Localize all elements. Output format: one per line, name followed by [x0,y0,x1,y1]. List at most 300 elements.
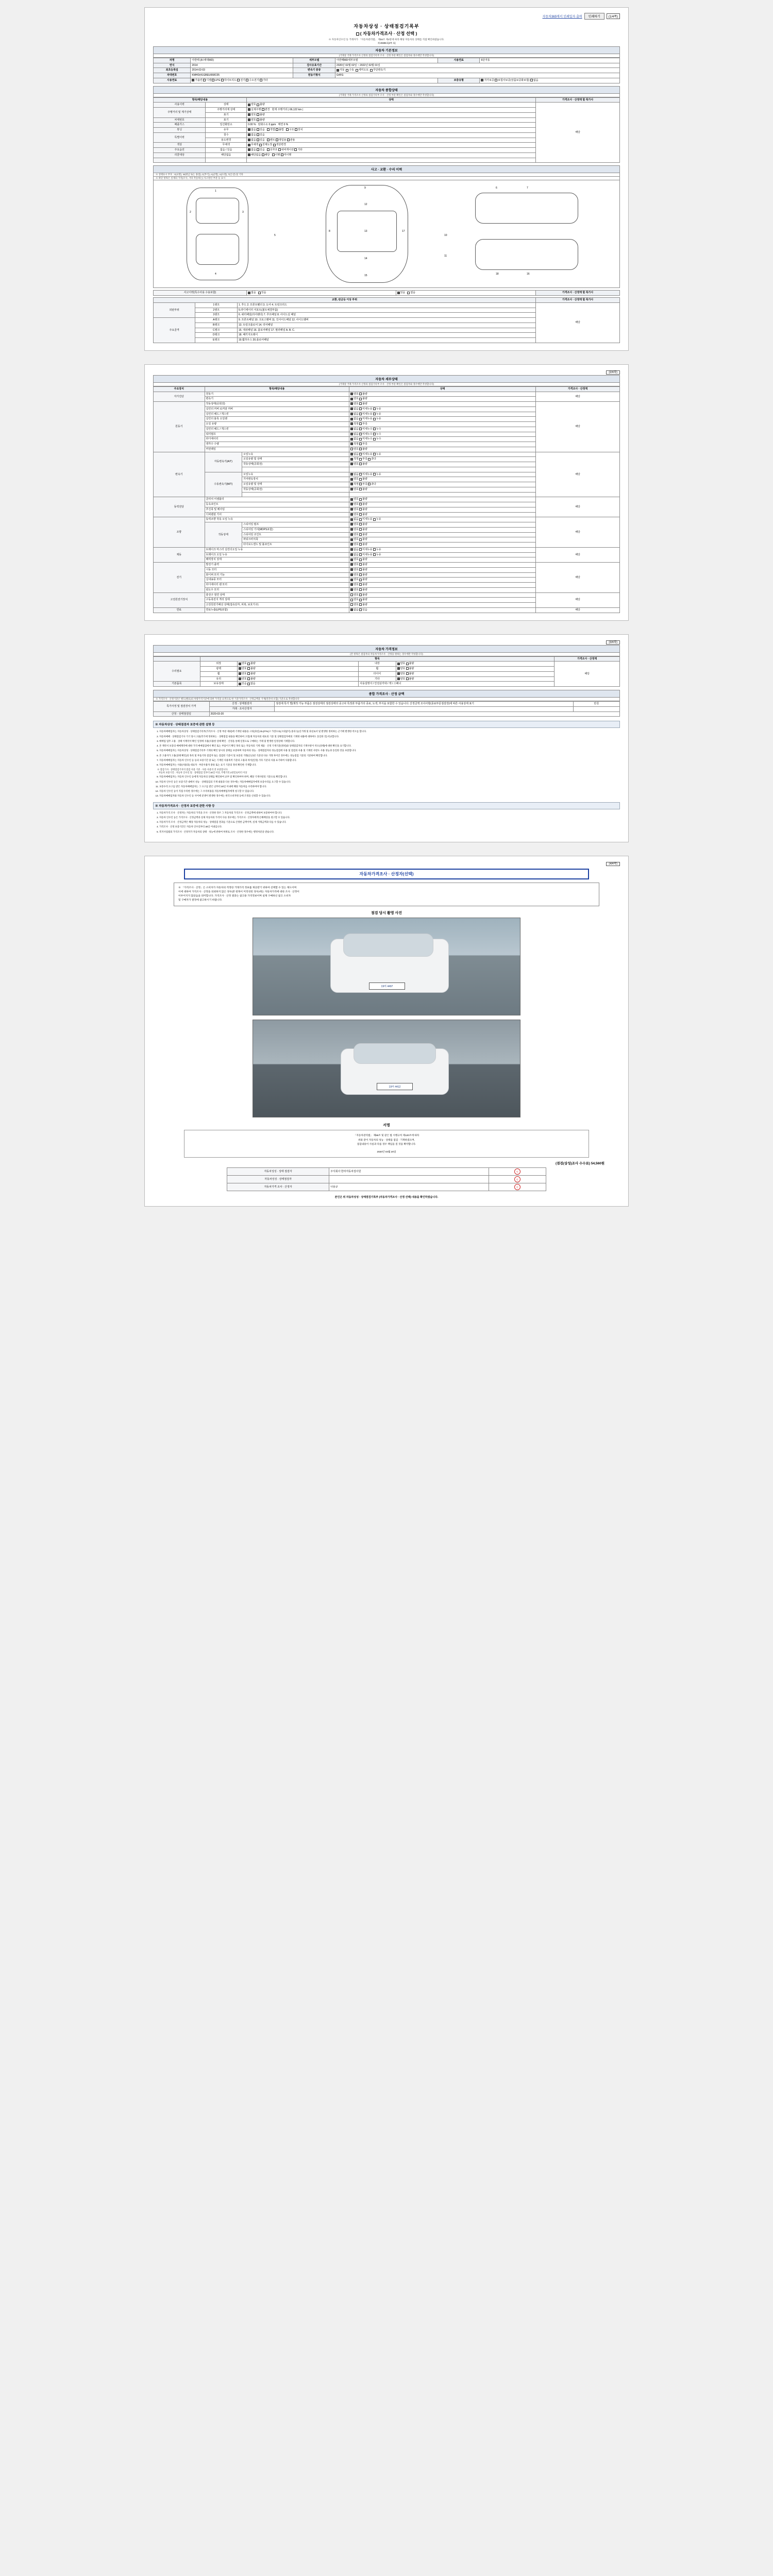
checkbox-icon[interactable] [350,563,353,566]
opt-exist2[interactable]: 있음 [397,291,406,294]
opt-notdone[interactable]: 미이행 [281,154,292,157]
checkbox-icon[interactable] [257,128,259,131]
opt-good[interactable]: 양호 [397,677,406,681]
opt-good[interactable]: 양호 [350,543,359,546]
checkbox-icon[interactable] [239,667,241,670]
checkbox-icon[interactable] [350,523,353,526]
opt-good[interactable]: 양호 [350,528,359,531]
opt-bad[interactable]: 불량 [359,568,367,571]
opt-minor[interactable]: 미세누수 [359,428,372,431]
opt-ok[interactable]: 적정 [350,483,359,486]
checkbox-icon[interactable] [359,588,362,591]
opt-good[interactable]: 양호 [350,478,359,481]
checkbox-icon[interactable] [350,422,353,425]
opt-gov[interactable]: 관용 [287,139,295,142]
checkbox-icon[interactable] [359,599,362,601]
opt-good[interactable]: 양호 [350,513,359,516]
opt-none[interactable]: 없음 [247,682,256,685]
opt-actual[interactable]: 실제주행 [248,108,261,111]
opt-lpg[interactable]: LPG [212,79,220,82]
opt-auto[interactable]: 자동 [337,69,345,72]
checkbox-icon[interactable] [373,418,376,420]
checkbox-icon[interactable] [247,677,250,680]
opt-low[interactable]: 부족 [359,457,367,461]
checkbox-icon[interactable] [350,453,353,455]
opt-exist[interactable]: 있음 [257,133,265,137]
checkbox-icon[interactable] [257,139,259,141]
checkbox-icon[interactable] [359,573,362,576]
opt-good[interactable]: 양호 [350,508,359,511]
opt-good[interactable]: 양호 [248,103,256,106]
opt-none[interactable]: 없음 [350,417,359,420]
opt-bad[interactable]: 불량 [359,533,367,536]
opt-good[interactable]: 양호 [397,662,406,665]
opt-none[interactable]: 없음 [350,433,359,436]
checkbox-icon[interactable] [373,453,376,455]
checkbox-icon[interactable] [359,528,362,531]
opt-bad[interactable]: 불량 [359,603,367,606]
checkbox-icon[interactable] [239,663,241,665]
checkbox-icon[interactable] [359,608,362,611]
checkbox-icon[interactable] [373,518,376,521]
opt-good[interactable]: 양호 [350,397,359,400]
opt-bad[interactable]: 불량 [359,543,367,546]
checkbox-icon[interactable] [356,32,359,36]
opt-good[interactable]: 양호 [350,594,359,597]
checkbox-icon[interactable] [373,548,376,551]
opt-leak[interactable]: 누유 [373,553,381,556]
opt-good[interactable]: 양호 [350,523,359,526]
checkbox-icon[interactable] [221,79,224,81]
opt-leak[interactable]: 누유 [373,518,381,521]
checkbox-icon[interactable] [350,408,353,410]
checkbox-icon[interactable] [359,398,362,400]
checkbox-icon[interactable] [359,583,362,586]
opt-none-warranty[interactable]: 없음 [530,79,539,82]
opt-bad[interactable]: 불량 [247,662,256,665]
opt-bad[interactable]: 불량 [359,578,367,581]
opt-leak[interactable]: 누유 [373,453,381,456]
checkbox-icon[interactable] [350,579,353,581]
checkbox-icon[interactable] [373,553,376,556]
checkbox-icon[interactable] [248,128,250,131]
checkbox-icon[interactable] [260,79,262,81]
checkbox-icon[interactable] [359,433,362,435]
checkbox-icon[interactable] [248,118,250,121]
checkbox-icon[interactable] [359,443,362,445]
checkbox-icon[interactable] [359,413,362,415]
opt-bad[interactable]: 불량 [359,463,367,466]
opt-low[interactable]: 부족 [359,422,367,426]
opt-exist[interactable]: 있음 [258,291,266,294]
checkbox-icon[interactable] [237,79,240,81]
checkbox-icon[interactable] [356,69,358,72]
checkbox-icon[interactable] [368,458,371,461]
opt-hydrogen[interactable]: 수소전기 [246,79,259,82]
checkbox-icon[interactable] [248,133,250,136]
opt-over[interactable]: 과다 [368,457,376,461]
opt-minor[interactable]: 미세누유 [359,548,372,551]
checkbox-icon[interactable] [350,458,353,461]
opt-bad[interactable]: 불량 [359,448,367,451]
opt-good[interactable]: 양호 [350,598,359,601]
checkbox-icon[interactable] [350,588,353,591]
opt-good[interactable]: 양호 [350,578,359,581]
checkbox-icon[interactable] [248,292,250,294]
checkbox-icon[interactable] [350,478,353,481]
opt-bad[interactable]: 불량 [359,397,367,400]
opt-none[interactable]: 없음 [350,428,359,431]
checkbox-icon[interactable] [406,667,409,670]
checkbox-icon[interactable] [247,672,250,675]
opt-leak[interactable]: 누유 [373,413,381,416]
checkbox-icon[interactable] [359,408,362,410]
opt-cvt[interactable]: 무단변속기 [370,69,385,72]
checkbox-icon[interactable] [294,148,297,151]
opt-sunroof[interactable]: 선루프 [267,148,278,151]
checkbox-icon[interactable] [359,393,362,395]
checkbox-icon[interactable] [350,418,353,420]
opt-minor[interactable]: 미세누수 [359,437,372,440]
opt-leak[interactable]: 누유 [373,408,381,411]
checkbox-icon[interactable] [192,79,194,81]
checkbox-icon[interactable] [248,154,250,156]
checkbox-icon[interactable] [286,128,289,131]
opt-diesel[interactable]: 디젤 [203,79,211,82]
opt-leak[interactable]: 누수 [373,428,381,431]
opt-bad[interactable]: 불량 [406,672,414,675]
opt-none[interactable]: 없음 [248,148,256,151]
opt-good[interactable]: 양호 [350,538,359,541]
checkbox-icon[interactable] [359,488,362,490]
opt-good[interactable]: 양호 [350,503,359,506]
opt-good[interactable]: 양호 [350,603,359,606]
checkbox-icon[interactable] [350,398,353,400]
checkbox-icon[interactable] [337,69,339,72]
opt-good[interactable]: 양호 [350,393,359,396]
opt-hybrid[interactable]: 하이브리드 [221,79,237,82]
opt-structure[interactable]: 구조 [286,128,294,131]
checkbox-icon[interactable] [530,79,533,81]
checkbox-icon[interactable] [247,667,250,670]
checkbox-icon[interactable] [373,473,376,476]
checkbox-icon[interactable] [370,69,373,72]
checkbox-icon[interactable] [350,438,353,440]
checkbox-icon[interactable] [359,603,362,606]
opt-minor[interactable]: 미세누유 [359,417,372,420]
checkbox-icon[interactable] [373,428,376,430]
checkbox-icon[interactable] [248,104,250,106]
checkbox-icon[interactable] [359,558,362,561]
opt-etc[interactable]: 기타 [294,148,303,151]
opt-minor[interactable]: 미세누유 [359,408,372,411]
opt-bad[interactable]: 불량 [406,667,414,670]
checkbox-icon[interactable] [406,672,409,675]
checkbox-icon[interactable] [350,599,353,601]
opt-bad[interactable]: 불량 [359,594,367,597]
opt-gasoline[interactable]: 가솔린 [192,79,203,82]
checkbox-icon[interactable] [350,603,353,606]
checkbox-icon[interactable] [246,79,248,81]
checkbox-icon[interactable] [350,553,353,556]
opt-bad[interactable]: 불량 [359,508,367,511]
checkbox-icon[interactable] [359,543,362,546]
checkbox-icon[interactable] [359,453,362,455]
opt-bad[interactable]: 불량 [359,523,367,526]
opt-leak[interactable]: 누유 [373,473,381,476]
checkbox-icon[interactable] [239,677,241,680]
checkbox-icon[interactable] [239,672,241,675]
opt-minor[interactable]: 미세누유 [359,473,372,476]
checkbox-icon[interactable] [397,667,400,670]
opt-good[interactable]: 양호 [239,667,247,670]
checkbox-icon[interactable] [272,154,275,156]
opt-bad[interactable]: 불량 [247,672,256,675]
opt-ok[interactable]: 적정 [350,422,359,426]
checkbox-icon[interactable] [359,568,362,571]
checkbox-icon[interactable] [203,79,206,81]
opt-low[interactable]: 부족 [359,443,367,446]
checkbox-icon[interactable] [397,292,400,294]
checkbox-icon[interactable] [359,473,362,476]
checkbox-icon[interactable] [262,154,264,156]
opt-bad[interactable]: 불량 [359,478,367,481]
checkbox-icon[interactable] [359,538,362,541]
opt-legal[interactable]: 적법 [267,128,275,131]
opt-none[interactable]: 없음 [350,548,359,551]
opt-good[interactable]: 양호 [350,568,359,571]
checkbox-icon[interactable] [212,79,214,81]
checkbox-icon[interactable] [350,413,353,415]
checkbox-icon[interactable] [350,393,353,395]
opt-good[interactable]: 양호 [350,498,359,501]
checkbox-icon[interactable] [257,104,259,106]
checkbox-icon[interactable] [278,148,281,151]
opt-navi[interactable]: 내비게이션 [278,148,294,151]
opt-manual[interactable]: 수동 [346,69,354,72]
checkbox-icon[interactable] [359,548,362,551]
opt-bad[interactable]: 불량 [247,677,256,681]
opt-good[interactable]: 양호 [350,448,359,451]
checkbox-icon[interactable] [359,508,362,511]
checkbox-icon[interactable] [350,508,353,511]
checkbox-icon[interactable] [359,533,362,536]
checkbox-icon[interactable] [281,154,283,156]
opt-changed[interactable]: 변경 [262,108,270,111]
checkbox-icon[interactable] [359,428,362,430]
checkbox-icon[interactable] [262,108,264,111]
checkbox-icon[interactable] [481,79,483,81]
opt-none[interactable]: 없음 [248,291,256,294]
checkbox-icon[interactable] [359,518,362,521]
checkbox-icon[interactable] [397,663,400,665]
checkbox-icon[interactable] [267,139,270,141]
opt-good[interactable]: 양호 [350,588,359,591]
checkbox-icon[interactable] [359,498,362,501]
opt-none[interactable]: 없음 [248,133,256,137]
opt-exist[interactable]: 있음 [257,139,265,142]
opt-bad[interactable]: 불량 [359,563,367,566]
opt-none[interactable]: 없음 [350,473,359,476]
checkbox-icon[interactable] [359,553,362,556]
opt-bad[interactable]: 불량 [257,113,265,116]
checkbox-icon[interactable] [359,438,362,440]
opt-electric[interactable]: 전기 [237,79,245,82]
checkbox-icon[interactable] [359,563,362,566]
opt-exist[interactable]: 있음 [257,128,265,131]
checkbox-icon[interactable] [267,148,270,151]
checkbox-icon[interactable] [276,139,278,141]
opt-leak[interactable]: 누유 [373,548,381,551]
checkbox-icon[interactable] [359,458,362,461]
checkbox-icon[interactable] [295,128,297,131]
opt-good[interactable]: 양호 [350,583,359,586]
checkbox-icon[interactable] [257,113,259,116]
opt-etc[interactable]: 기타 [260,79,268,82]
checkbox-icon[interactable] [350,488,353,490]
opt-good[interactable]: 양호 [350,463,359,466]
opt-none[interactable]: 없음 [350,553,359,556]
opt-bad[interactable]: 불량 [359,513,367,516]
opt-leak[interactable]: 누수 [373,433,381,436]
print-link[interactable]: 자동차365에서 인쇄일자 출력 [542,15,582,19]
checkbox-icon[interactable] [368,483,371,485]
opt-minor[interactable]: 미세누유 [359,518,372,521]
checkbox-icon[interactable] [350,594,353,596]
opt-mono[interactable]: 무채색 [248,143,259,146]
opt-bad[interactable]: 불량 [359,528,367,531]
checkbox-icon[interactable] [257,148,259,151]
opt-ok[interactable]: 적정 [350,443,359,446]
opt-exist[interactable]: 있음 [257,148,265,151]
checkbox-icon[interactable] [346,69,348,72]
opt-bad[interactable]: 불량 [359,488,367,491]
checkbox-icon[interactable] [350,503,353,505]
checkbox-icon[interactable] [359,418,362,420]
checkbox-icon[interactable] [350,558,353,561]
checkbox-icon[interactable] [350,528,353,531]
checkbox-icon[interactable] [495,79,497,81]
checkbox-icon[interactable] [373,438,376,440]
opt-leak[interactable]: 누수 [373,437,381,440]
opt-device[interactable]: 장치 [295,128,303,131]
checkbox-icon[interactable] [350,608,353,611]
checkbox-icon[interactable] [350,448,353,450]
opt-bad[interactable]: 불량 [359,558,367,561]
checkbox-icon[interactable] [248,144,250,146]
opt-bad[interactable]: 불량 [406,677,414,681]
checkbox-icon[interactable] [397,672,400,675]
checkbox-icon[interactable] [359,579,362,581]
opt-good[interactable]: 양호 [350,402,359,405]
opt-good[interactable]: 양호 [350,573,359,577]
opt-business[interactable]: 영업용 [276,139,287,142]
opt-none[interactable]: 없음 [350,408,359,411]
opt-ok[interactable]: 적정 [350,457,359,461]
checkbox-icon[interactable] [350,533,353,536]
opt-bad[interactable]: 불량 [359,538,367,541]
opt-fullpaint[interactable]: 전체도장 [259,143,272,146]
checkbox-icon[interactable] [359,448,362,450]
opt-bad[interactable]: 불량 [359,393,367,396]
checkbox-icon[interactable] [359,523,362,526]
checkbox-icon[interactable] [350,483,353,485]
opt-semi[interactable]: 세미오토 [356,69,368,72]
opt-minor[interactable]: 미세누유 [359,553,372,556]
checkbox-icon[interactable] [247,683,250,685]
opt-bad[interactable]: 불량 [359,573,367,577]
opt-none[interactable]: 없음 [350,453,359,456]
opt-good[interactable]: 양호 [350,488,359,491]
checkbox-icon[interactable] [350,543,353,546]
checkbox-icon[interactable] [350,513,353,516]
checkbox-icon[interactable] [276,128,278,131]
opt-good[interactable]: 양호 [397,667,406,670]
checkbox-icon[interactable] [350,402,353,405]
checkbox-icon[interactable] [248,139,250,141]
checkbox-icon[interactable] [350,473,353,476]
opt-bad[interactable]: 불량 [359,598,367,601]
checkbox-icon[interactable] [248,108,250,111]
opt-bad[interactable]: 불량 [406,662,414,665]
opt-exist[interactable]: 있음 [239,682,247,685]
checkbox-icon[interactable] [350,433,353,435]
checkbox-icon[interactable] [373,413,376,415]
checkbox-icon[interactable] [373,408,376,410]
checkbox-icon[interactable] [350,498,353,501]
checkbox-icon[interactable] [359,478,362,481]
checkbox-icon[interactable] [350,538,353,541]
checkbox-icon[interactable] [350,518,353,521]
opt-good[interactable]: 양호 [350,558,359,561]
opt-rent[interactable]: 렌트 [267,139,275,142]
checkbox-icon[interactable] [359,422,362,425]
checkbox-icon[interactable] [239,683,241,685]
opt-bad[interactable]: 불량 [257,103,265,106]
checkbox-icon[interactable] [350,548,353,551]
checkbox-icon[interactable] [359,463,362,465]
checkbox-icon[interactable] [406,663,409,665]
opt-good[interactable]: 양호 [397,672,406,675]
checkbox-icon[interactable] [257,133,259,136]
opt-none[interactable]: 없음 [350,608,359,612]
checkbox-icon[interactable] [359,402,362,405]
opt-bad[interactable]: 불량 [359,583,367,586]
checkbox-icon[interactable] [373,433,376,435]
checkbox-icon[interactable] [273,144,276,146]
checkbox-icon[interactable] [406,677,409,680]
checkbox-icon[interactable] [287,139,290,141]
checkbox-icon[interactable] [359,503,362,505]
opt-bad[interactable]: 불량 [247,667,256,670]
opt-insurer-warranty[interactable]: 보험사보증(상품보증화보험) [495,79,529,82]
opt-good[interactable]: 양호 [239,662,247,665]
opt-minor[interactable]: 미세누수 [359,433,372,436]
checkbox-icon[interactable] [258,292,261,294]
opt-none[interactable]: 없음 [350,437,359,440]
opt-good[interactable]: 양호 [239,677,247,681]
opt-none[interactable]: 없음 [350,413,359,416]
opt-illegal[interactable]: 불법 [276,128,284,131]
checkbox-icon[interactable] [257,118,259,121]
checkbox-icon[interactable] [248,148,250,151]
opt-good[interactable]: 양호 [248,118,256,122]
opt-leak[interactable]: 누유 [373,417,381,420]
checkbox-icon[interactable] [350,568,353,571]
opt-minor[interactable]: 미세누유 [359,413,372,416]
checkbox-icon[interactable] [350,443,353,445]
opt-none2[interactable]: 없음 [407,291,415,294]
